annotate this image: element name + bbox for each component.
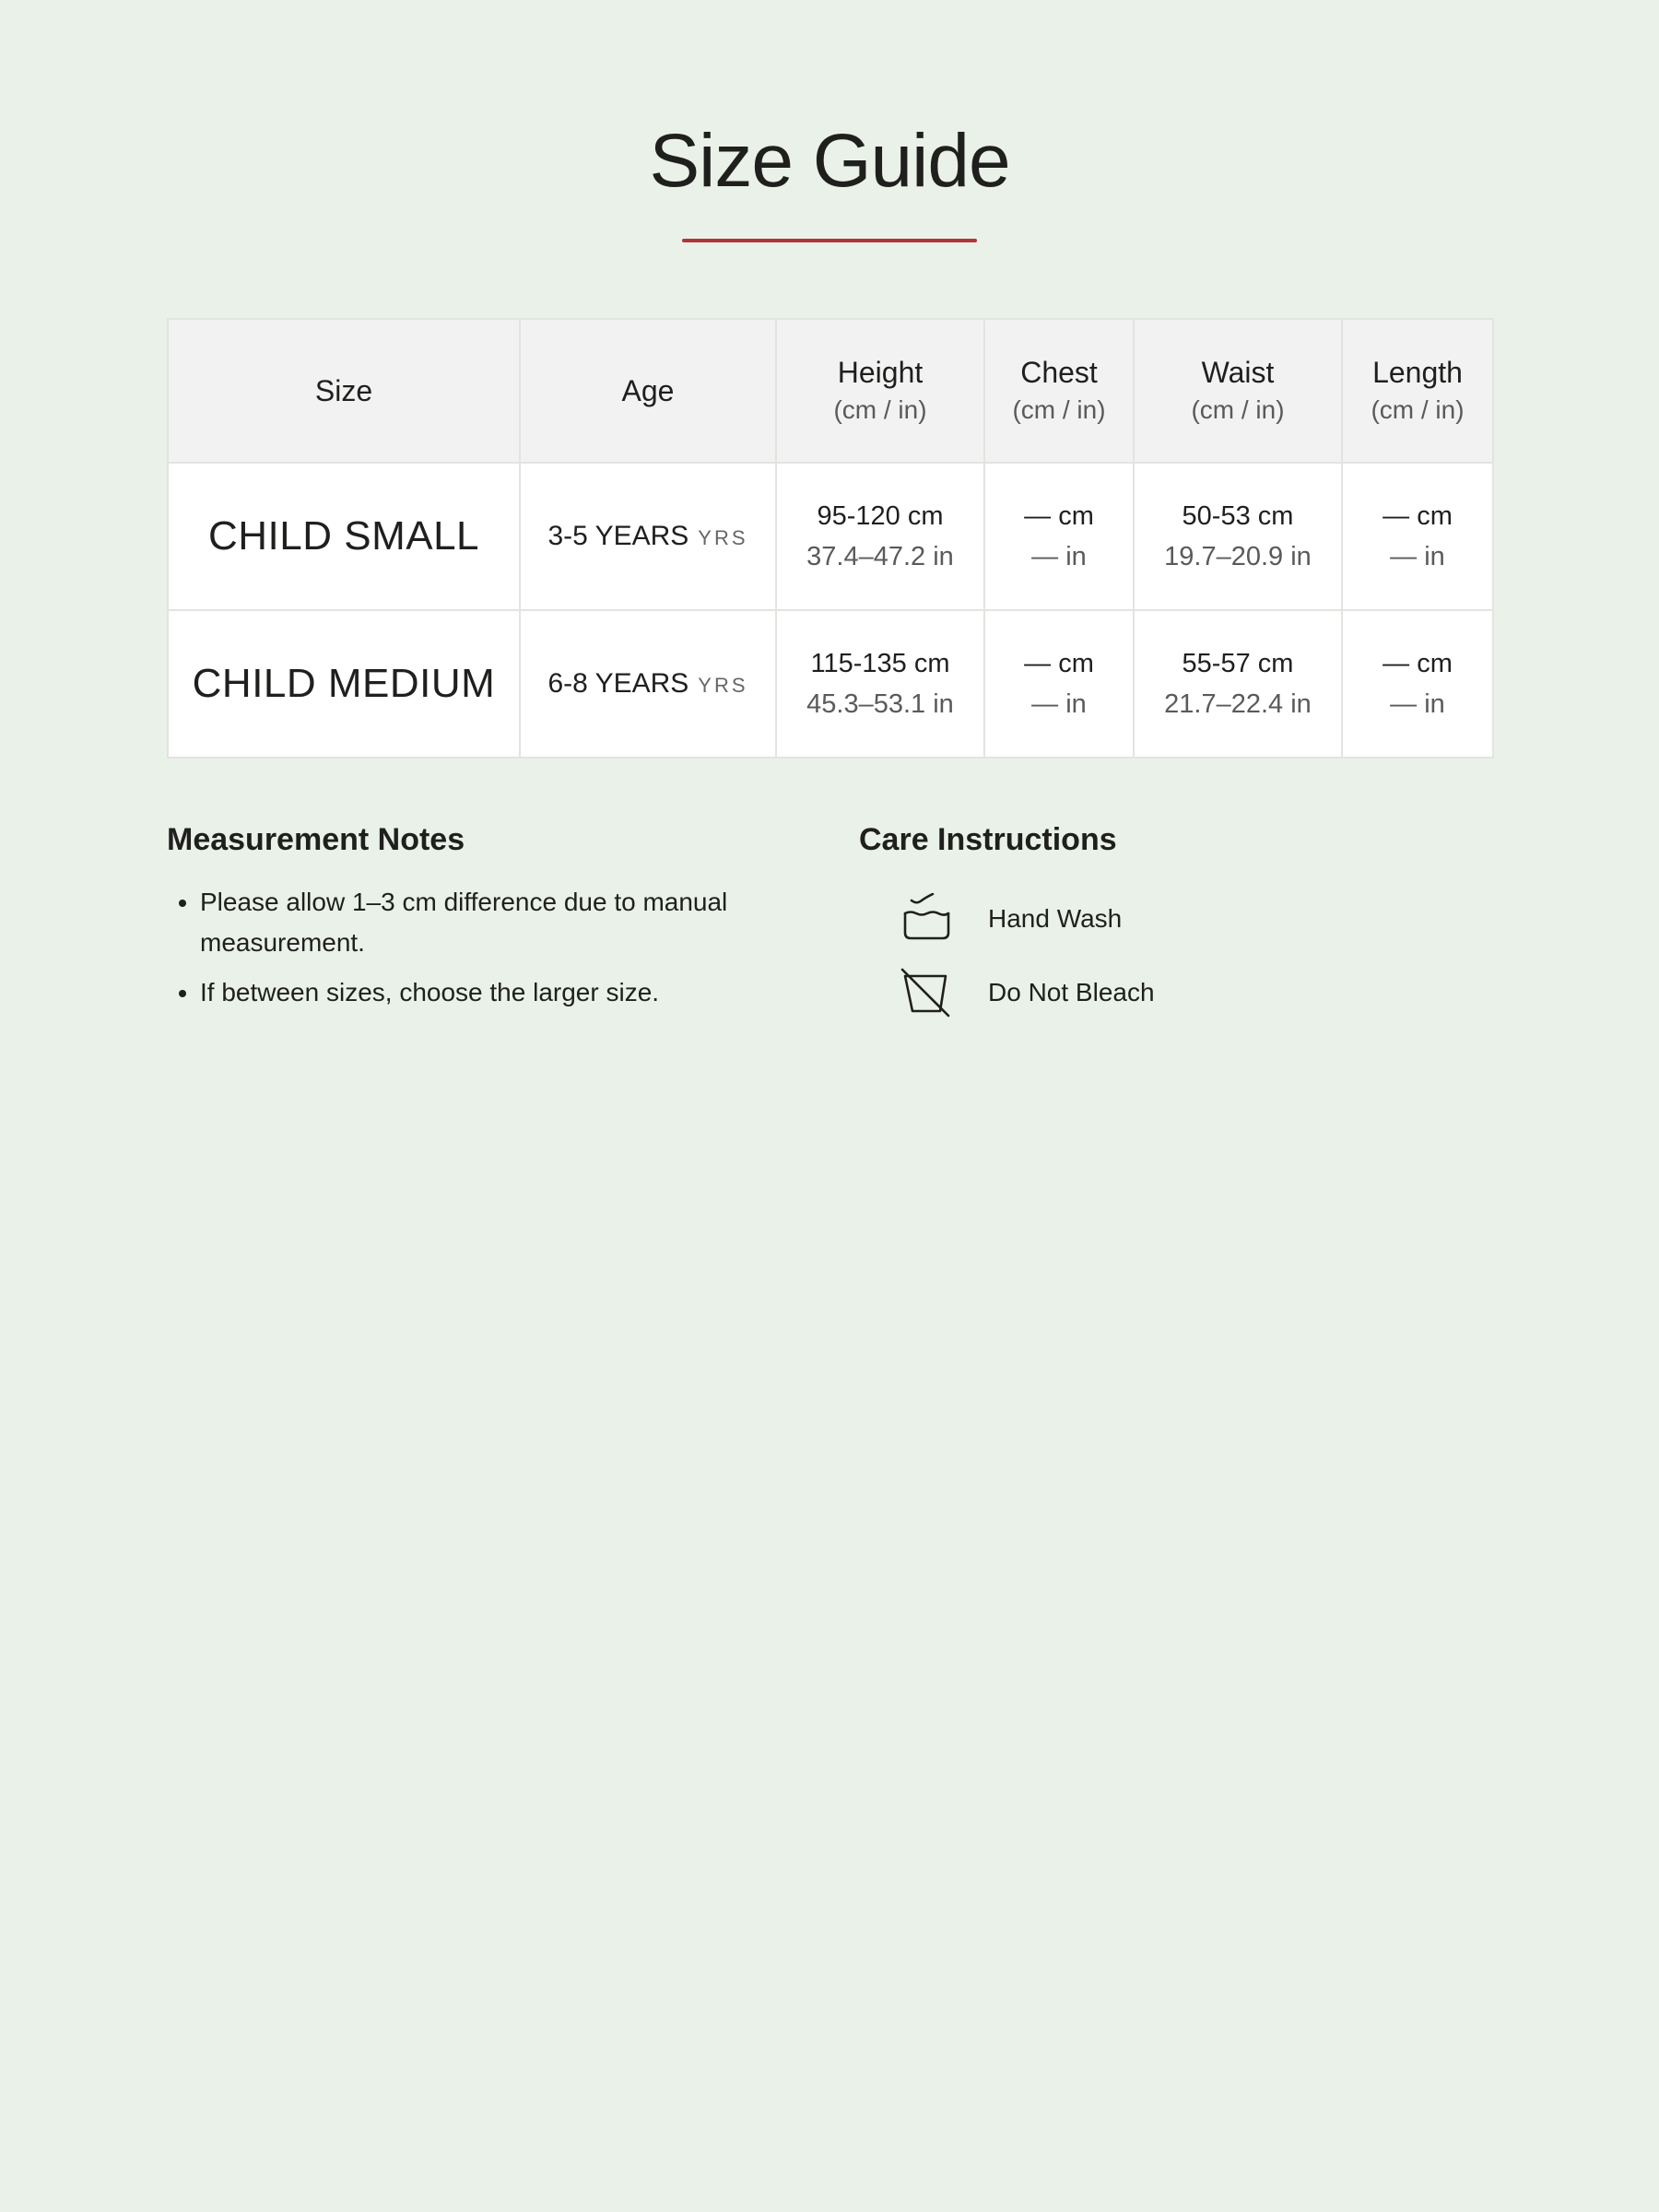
age-value: 3-5 YEARS bbox=[547, 521, 689, 551]
header-label: Height bbox=[837, 356, 924, 389]
height-cell bbox=[776, 610, 984, 758]
care-item-do-not-bleach bbox=[859, 956, 1412, 1030]
chest-cell bbox=[984, 610, 1134, 758]
notes-heading: Measurement Notes bbox=[167, 822, 465, 857]
size-cell bbox=[168, 610, 520, 758]
table-row bbox=[168, 610, 1493, 758]
chest-cell bbox=[984, 463, 1134, 610]
size-cell bbox=[168, 463, 520, 610]
header-waist bbox=[1134, 319, 1342, 463]
height-cell bbox=[776, 463, 984, 610]
length-in: — in bbox=[1390, 689, 1445, 719]
header-label: Size bbox=[314, 374, 373, 407]
notes-list bbox=[167, 882, 794, 1013]
size-table bbox=[167, 318, 1494, 759]
header-height bbox=[776, 319, 984, 463]
chest-cm: — cm bbox=[1024, 501, 1094, 531]
waist-cell bbox=[1134, 610, 1342, 758]
care-heading: Care Instructions bbox=[859, 822, 1117, 857]
header-unit: (cm / in) bbox=[1012, 395, 1106, 424]
header-label: Chest bbox=[1020, 356, 1098, 389]
age-value: 6-8 YEARS bbox=[547, 668, 689, 699]
header-label: Waist bbox=[1201, 356, 1275, 389]
age-suffix: YRS bbox=[698, 674, 748, 697]
chest-cm: — cm bbox=[1024, 649, 1094, 678]
age-cell bbox=[520, 610, 776, 758]
length-cell bbox=[1342, 610, 1493, 758]
header-size bbox=[168, 319, 520, 463]
age-cell bbox=[520, 463, 776, 610]
table-row bbox=[168, 463, 1493, 610]
measurement-notes bbox=[167, 816, 794, 1022]
length-in: — in bbox=[1390, 542, 1445, 571]
age-suffix: YRS bbox=[698, 526, 748, 549]
header-age bbox=[520, 319, 776, 463]
height-cm: 95-120 cm bbox=[817, 501, 944, 531]
waist-cell bbox=[1134, 463, 1342, 610]
do-not-bleach-icon bbox=[900, 967, 951, 1018]
size-name: CHILD MEDIUM bbox=[192, 661, 496, 706]
header-unit: (cm / in) bbox=[1191, 395, 1285, 424]
chest-in: — in bbox=[1031, 542, 1087, 571]
care-label: Hand Wash bbox=[988, 904, 1123, 933]
height-cm: 115-135 cm bbox=[810, 649, 950, 678]
care-item-hand-wash bbox=[859, 882, 1412, 956]
header-unit: (cm / in) bbox=[1371, 395, 1465, 424]
waist-in: 21.7–22.4 in bbox=[1164, 689, 1312, 719]
title-underline bbox=[682, 239, 977, 242]
waist-in: 19.7–20.9 in bbox=[1164, 542, 1312, 571]
header-unit: (cm / in) bbox=[833, 395, 927, 424]
waist-cm: 50-53 cm bbox=[1182, 501, 1294, 531]
length-cell bbox=[1342, 463, 1493, 610]
height-in: 45.3–53.1 in bbox=[806, 689, 954, 719]
chest-in: — in bbox=[1031, 689, 1087, 719]
height-in: 37.4–47.2 in bbox=[806, 542, 954, 571]
length-cm: — cm bbox=[1382, 501, 1453, 531]
care-label: Do Not Bleach bbox=[988, 978, 1155, 1006]
header-label: Length bbox=[1372, 356, 1463, 389]
care-instructions bbox=[859, 816, 1412, 1030]
page-title: Size Guide bbox=[649, 119, 1010, 203]
hand-wash-icon bbox=[900, 893, 951, 945]
waist-cm: 55-57 cm bbox=[1182, 649, 1294, 678]
header-chest bbox=[984, 319, 1134, 463]
list-item: • If between sizes, choose the larger size. bbox=[200, 972, 794, 1013]
size-name: CHILD SMALL bbox=[207, 513, 480, 559]
table-header-row bbox=[168, 319, 1493, 463]
header-length bbox=[1342, 319, 1493, 463]
header-label: Age bbox=[621, 374, 675, 407]
length-cm: — cm bbox=[1382, 649, 1453, 678]
list-item: • Please allow 1–3 cm difference due to manual measurement. bbox=[200, 882, 794, 963]
